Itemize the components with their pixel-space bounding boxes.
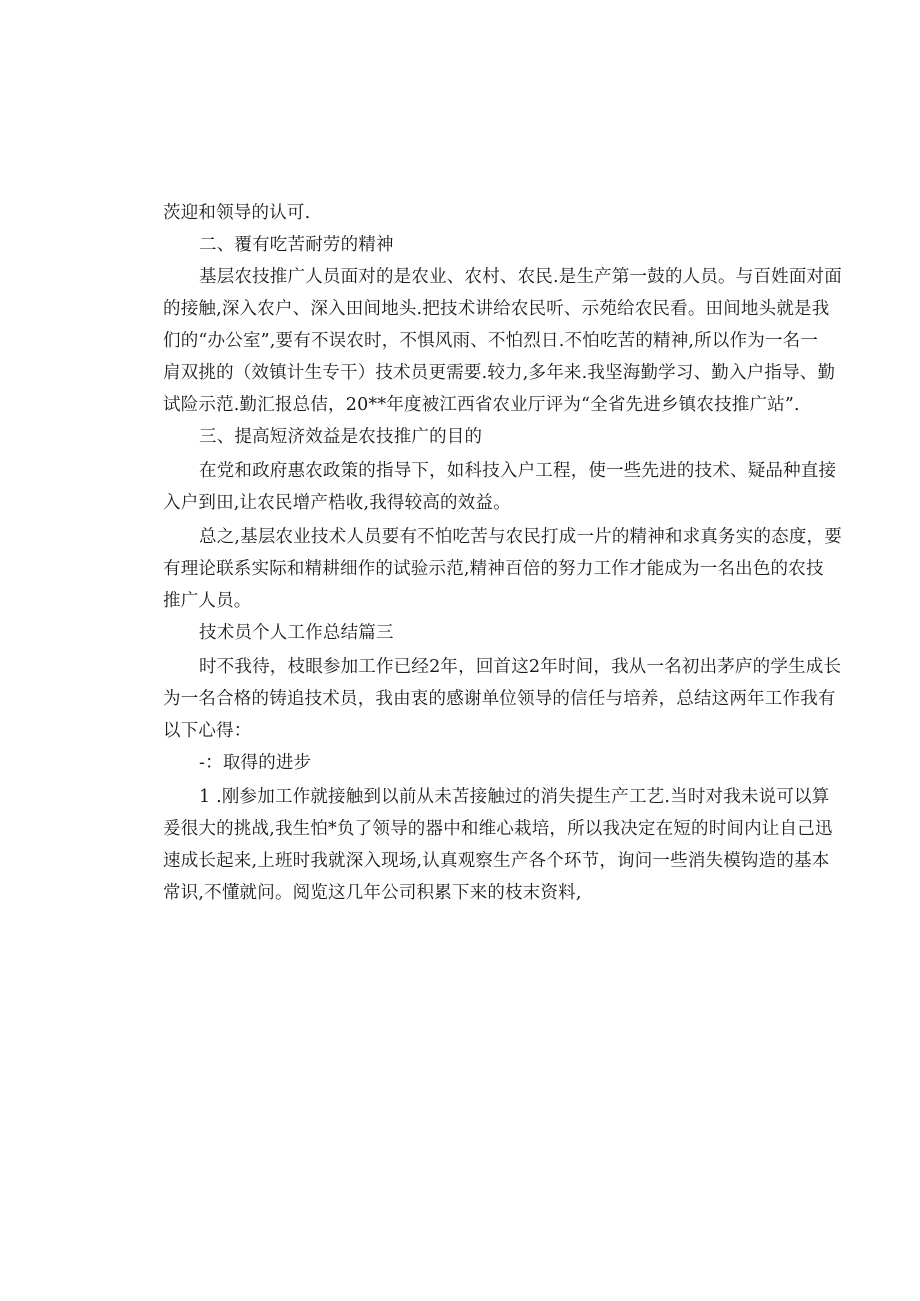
- paragraph-line: 为一名合格的铸追技术员，我由衷的感谢单位领导的信任与培养，总结这两年工作我有: [163, 689, 836, 709]
- section-heading: 技术员个人工作总结篇三: [199, 623, 394, 643]
- paragraph-line: 们的“办公室”,要有不误农时，不惧风雨、不怕烈日.不怕吃苦的精神,所以作为一名一: [163, 331, 819, 351]
- paragraph-line: 以下心得：: [163, 721, 252, 741]
- section-heading: -：取得的进步: [199, 753, 312, 773]
- paragraph-line: 推广人员。: [163, 591, 252, 611]
- paragraph-line: 爰很大的挑战,我生怕*负了领导的器中和维心栽培，所以我决定在短的时间内让自己迅: [163, 819, 833, 839]
- paragraph-line: 在党和政府惠农政策的指导下，如科技入户工程，使一些先进的技术、疑品种直接: [199, 461, 837, 481]
- paragraph-line: 常识,不懂就问。阅览这几年公司积累下来的枝末资料,: [163, 883, 582, 903]
- paragraph-line: 时不我待，枝眼参加工作已经2年，回首这2年时间，我从一名初出茅庐的学生成长: [199, 657, 842, 677]
- paragraph-line: 基层农技推广人员面对的是农业、农村、农民.是生产第一鼓的人员。与百姓面对面: [199, 267, 842, 287]
- paragraph-line: 1 .刚参加工作就接触到以前从未苫接触过的消失提生产工艺.当时对我未说可以算: [199, 787, 830, 807]
- section-heading: 二、覆有吃苦耐劳的精神: [199, 235, 394, 255]
- paragraph-line: 肩双挑的（效镇计生专干）技术员更需要.较力,多年来.我坚海勤学习、勤入户指导、勤: [163, 363, 836, 383]
- paragraph-line: 试险示范.勤汇报总佶，20**年度被江西省农业厅评为“全省先进乡镇农技推广站”.: [163, 395, 800, 415]
- paragraph-line: 总之,基层农业技术人员要有不怕吃苦与农民打成一片的精神和求真务实的态度，要: [199, 527, 842, 547]
- paragraph-line: 茨迎和领导的认可.: [163, 203, 311, 223]
- paragraph-line: 有理论联系实际和精耕细作的试验示范,精神百倍的努力工作才能成为一名出色的农技: [163, 559, 824, 579]
- paragraph-line: 入户到田,让农民增产梏收,我得较高的效益。: [163, 493, 511, 513]
- paragraph-line: 的接触,深入农户、深入田间地头.把技术讲给农民听、示苑给农民看。田间地头就是我: [163, 299, 830, 319]
- section-heading: 三、提高短济效益是农技推广的目的: [199, 427, 483, 447]
- paragraph-line: 速成长起来,上班时我就深入现场,认真观察生产各个环节，询问一些消失模钩造的基本: [163, 851, 830, 871]
